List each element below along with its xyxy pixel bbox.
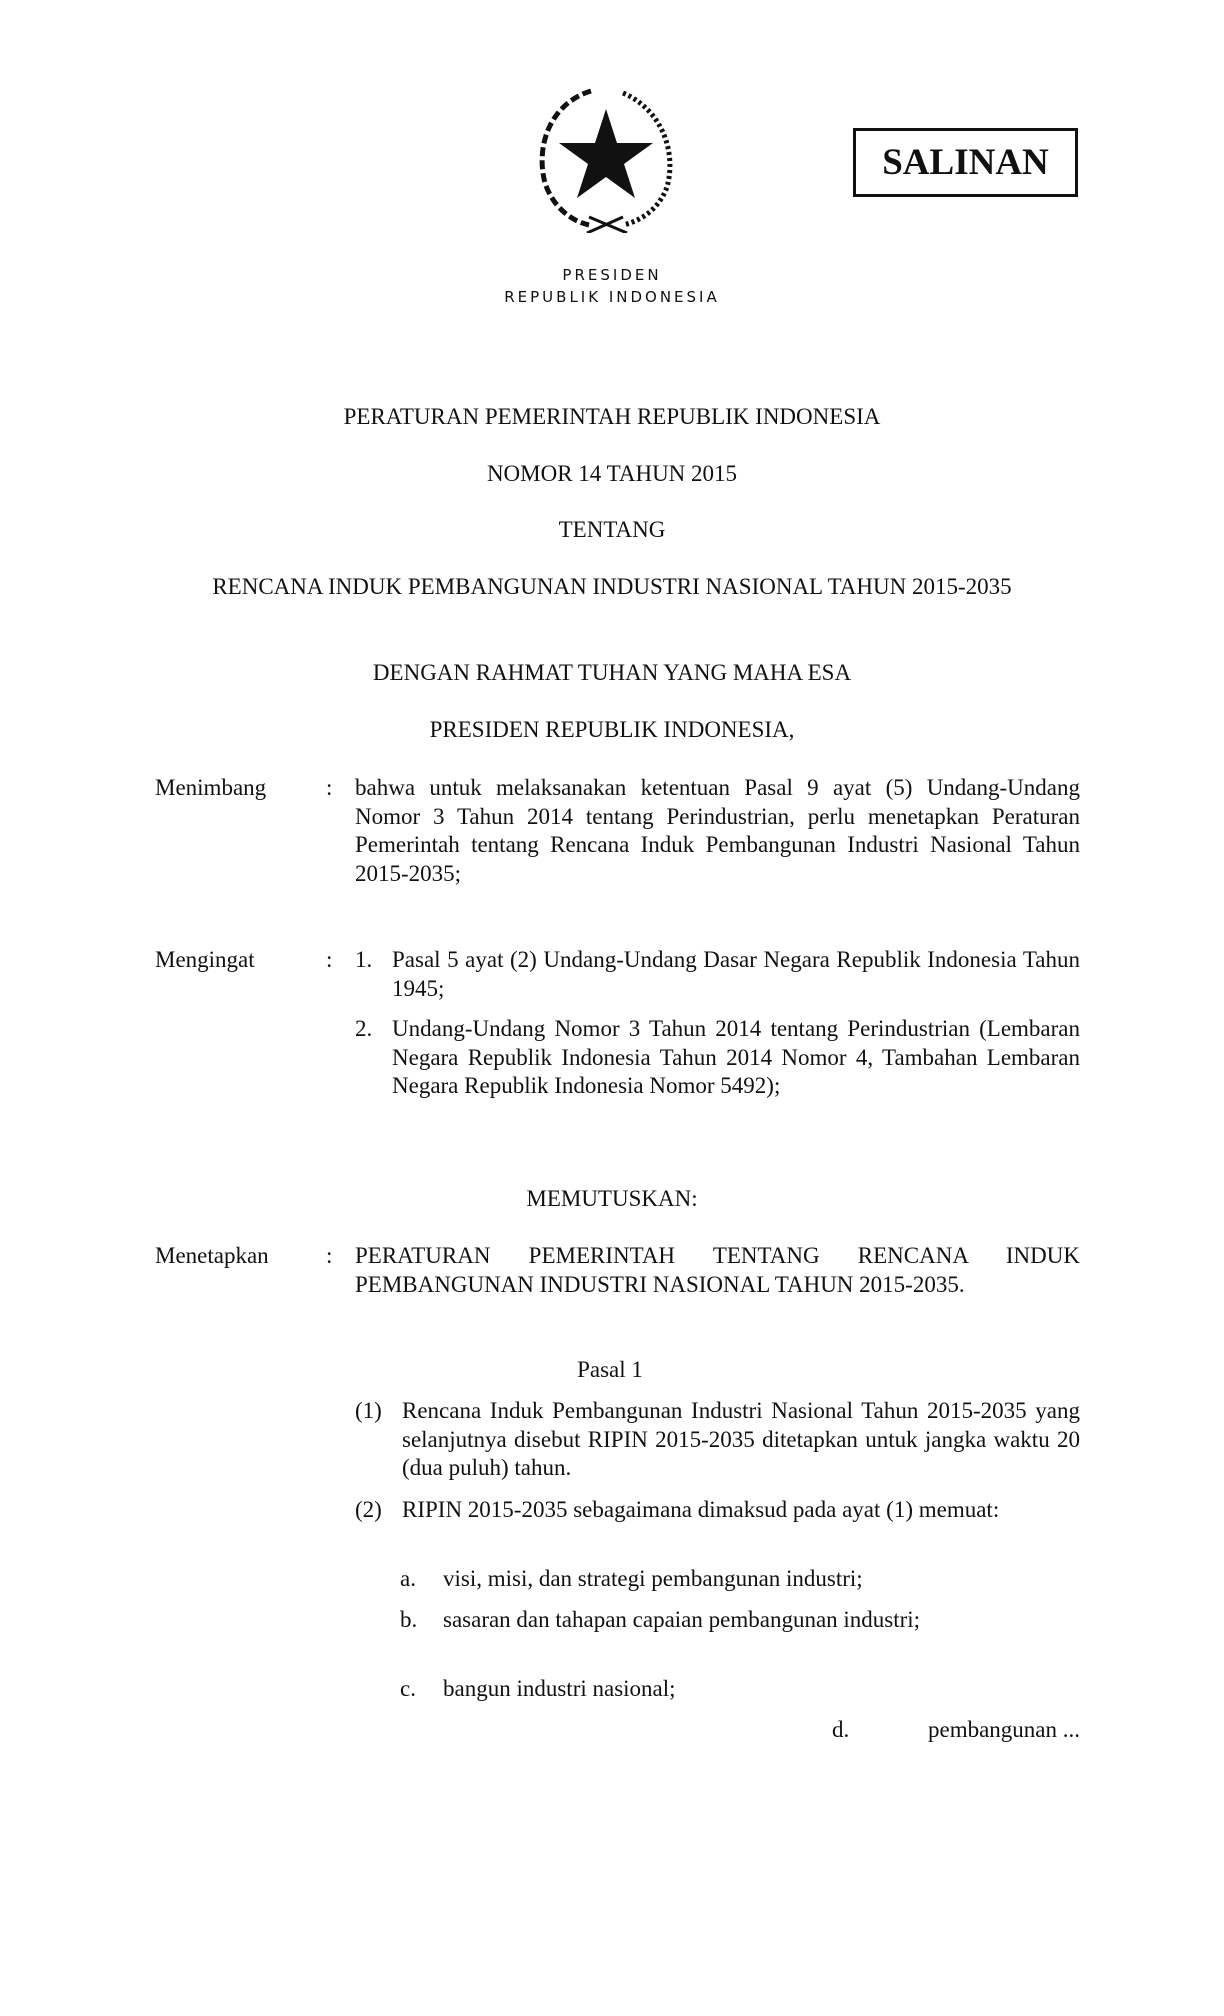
menimbang-label: Menimbang [155, 775, 267, 800]
memutuskan-heading: MEMUTUSKAN: [526, 1186, 698, 1211]
letterhead-presiden: PRESIDEN [562, 266, 662, 284]
letterhead-republik-indonesia: REPUBLIK INDONESIA [504, 288, 720, 306]
mengingat-item-text: Undang-Undang Nomor 3 Tahun 2014 tentang Perindustrian (Lembaran Negara Republik Indonesia Tahun 2014 Nomor 4, Tambahan Lembaran Negara Republik Indonesia Nomor 5492); [392, 1016, 1080, 1099]
document-number: NOMOR 14 TAHUN 2015 [486, 461, 738, 486]
point-letter: c. [400, 1676, 416, 1701]
continuation-letter: d. [832, 1717, 850, 1742]
document-subject: RENCANA INDUK PEMBANGUNAN INDUSTRI NASIONAL TAHUN 2015-2035 [212, 574, 1012, 599]
blessing-line: DENGAN RAHMAT TUHAN YANG MAHA ESA [372, 660, 852, 685]
mengingat-item-number: 1. [355, 947, 373, 972]
menimbang-text: bahwa untuk melaksanakan ketentuan Pasal 9 ayat (5) Undang-Undang Nomor 3 Tahun 2014 tentang Perindustrian, perlu menetapkan Peraturan Pemerintah tentang Rencana Induk Pembangunan Industri Nasional Tahun 2015-2035; [355, 775, 1080, 886]
pasal-1-heading: Pasal 1 [577, 1357, 643, 1382]
point-text: bangun industri nasional; [443, 1676, 676, 1701]
menetapkan-label: Menetapkan [155, 1243, 269, 1268]
continuation-text: pembangunan ... [927, 1717, 1080, 1742]
point-letter: b. [400, 1607, 418, 1632]
menimbang-colon: : [326, 775, 333, 800]
president-line: PRESIDEN REPUBLIK INDONESIA, [429, 717, 795, 742]
menetapkan-text: PERATURAN PEMERINTAH TENTANG RENCANA INDUK PEMBANGUNAN INDUSTRI NASIONAL TAHUN 2015-2035. [355, 1243, 1080, 1297]
ayat-text: RIPIN 2015-2035 sebagaimana dimaksud pada ayat (1) memuat: [402, 1497, 1000, 1522]
menetapkan-colon: : [326, 1243, 333, 1268]
mengingat-colon: : [326, 947, 333, 972]
ayat-number: (2) [355, 1497, 382, 1522]
point-text: sasaran dan tahapan capaian pembangunan industri; [443, 1607, 921, 1632]
point-text: visi, misi, dan strategi pembangunan industri; [443, 1566, 863, 1591]
salinan-stamp: SALINAN [853, 128, 1078, 197]
ayat-text: Rencana Induk Pembangunan Industri Nasional Tahun 2015-2035 yang selanjutnya disebut RIPIN 2015-2035 ditetapkan untuk jangka waktu 20 (dua puluh) tahun. [402, 1398, 1080, 1481]
mengingat-item-text: Pasal 5 ayat (2) Undang-Undang Dasar Negara Republik Indonesia Tahun 1945; [392, 947, 1080, 1001]
presidential-seal-icon [531, 85, 681, 233]
point-letter: a. [400, 1566, 416, 1591]
document-about: TENTANG [558, 517, 666, 542]
mengingat-label: Mengingat [155, 947, 255, 972]
document-title: PERATURAN PEMERINTAH REPUBLIK INDONESIA [343, 404, 881, 429]
ayat-number: (1) [355, 1398, 382, 1423]
mengingat-item-number: 2. [355, 1016, 373, 1041]
